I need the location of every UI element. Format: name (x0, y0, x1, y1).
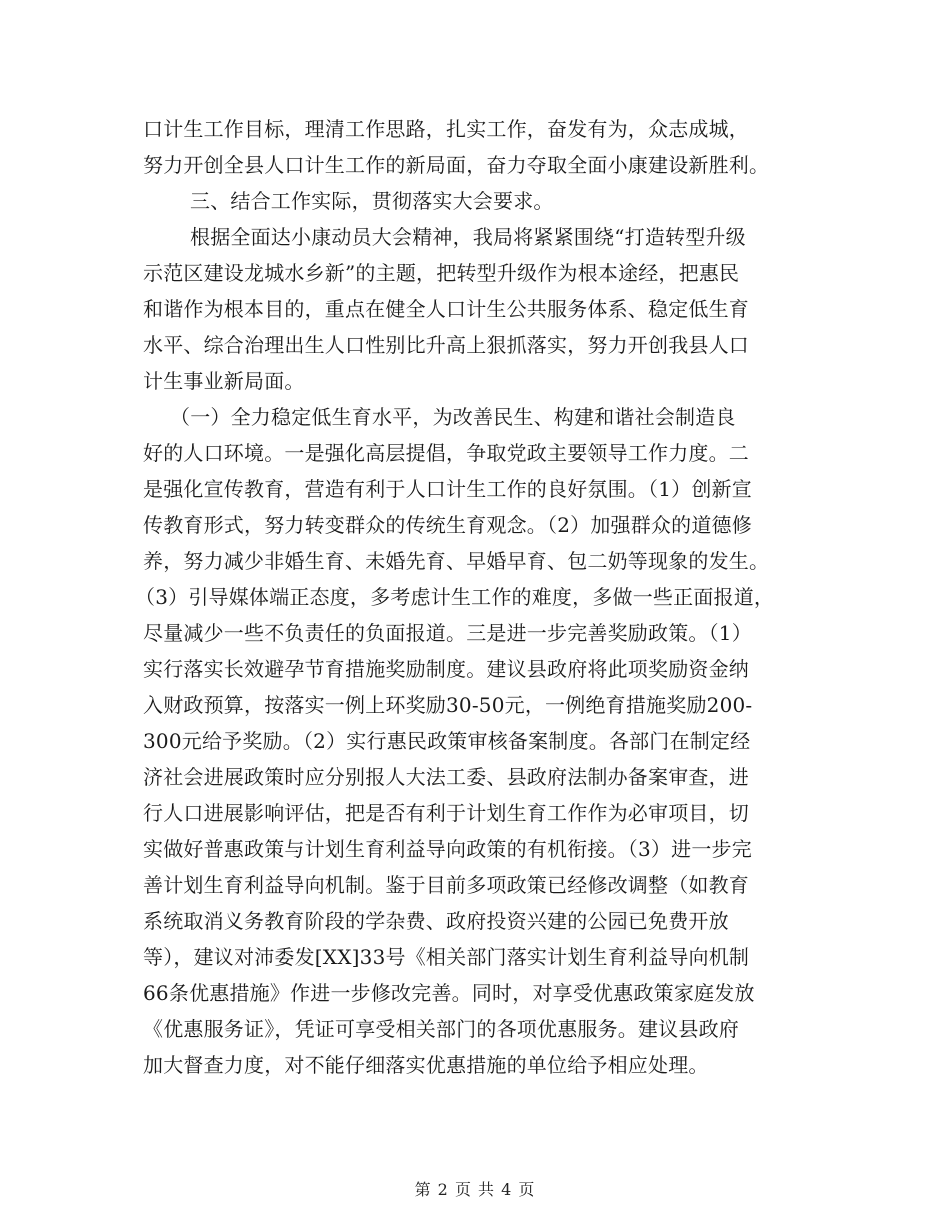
section-heading: 三、结合工作实际，贯彻落实大会要求。 (190, 189, 554, 213)
body-line: 是强化宣传教育，营造有利于人口计生工作的良好氛围。（1）创新宣 (143, 477, 752, 501)
body-line: 济社会进展政策时应分别报人大法工委、县政府法制办备案审查，进 (143, 765, 749, 789)
body-line: 养，努力减少非婚生育、未婚先育、早婚早育、包二奶等现象的发生。 (143, 549, 770, 573)
body-line: 口计生工作目标，理清工作思路，扎实工作，奋发有为，众志成城， (143, 117, 749, 141)
body-line: 行人口进展影响评估，把是否有利于计划生育工作作为必审项目，切 (143, 801, 749, 825)
subsection-heading: （一）全力稳定低生育水平，为改善民生、构建和谐社会制造良 (170, 405, 736, 429)
body-line: 实行落实长效避孕节育措施奖励制度。建议县政府将此项奖励资金纳 (143, 657, 749, 681)
body-line: 尽量减少一些不负责任的负面报道。三是进一步完善奖励政策。（1） (143, 621, 752, 645)
body-line: 66条优惠措施》作进一步修改完善。同时，对享受优惠政策家庭发放 (143, 981, 755, 1005)
body-line: 水平、综合治理出生人口性别比升高上狠抓落实，努力开创我县人口 (143, 333, 749, 357)
body-line: 实做好普惠政策与计划生育利益导向政策的有机衔接。（3）进一步完 (143, 837, 752, 861)
body-line: 示范区建设龙城水乡新”的主题，把转型升级作为根本途经，把惠民 (143, 261, 740, 285)
body-line: 善计划生育利益导向机制。鉴于目前多项政策已经修改调整（如教育 (143, 873, 749, 897)
body-line: 计生事业新局面。 (143, 369, 305, 393)
body-line: 好的人口环境。一是强化高层提倡，争取党政主要领导工作力度。二 (143, 441, 749, 465)
body-line: 加大督查力度，对不能仔细落实优惠措施的单位给予相应处理。 (143, 1053, 709, 1077)
body-line: 努力开创全县人口计生工作的新局面，奋力夺取全面小康建设新胜利。 (143, 153, 770, 177)
body-line: （3）引导媒体端正态度，多考虑计生工作的难度，多做一些正面报道， (135, 585, 775, 609)
body-line: 等），建议对沛委发[XX]33号《相关部门落实计划生育利益导向机制 (143, 945, 750, 969)
body-line: 300元给予奖励。（2）实行惠民政策审核备案制度。各部门在制定经 (143, 729, 751, 753)
body-line: 入财政预算，按落实一例上环奖励30-50元，一例绝育措施奖励200- (143, 693, 753, 717)
body-line: 《优惠服务证》，凭证可享受相关部门的各项优惠服务。建议县政府 (143, 1017, 739, 1041)
body-line: 传教育形式，努力转变群众的传统生育观念。（2）加强群众的道德修 (143, 513, 752, 537)
page-footer: 第 2 页 共 4 页 (414, 1180, 536, 1199)
paragraph-start: 根据全面达小康动员大会精神，我局将紧紧围绕“打造转型升级 (190, 225, 746, 249)
body-line: 和谐作为根本目的，重点在健全人口计生公共服务体系、稳定低生育 (143, 297, 749, 321)
body-line: 系统取消义务教育阶段的学杂费、政府投资兴建的公园已免费开放 (143, 909, 729, 933)
